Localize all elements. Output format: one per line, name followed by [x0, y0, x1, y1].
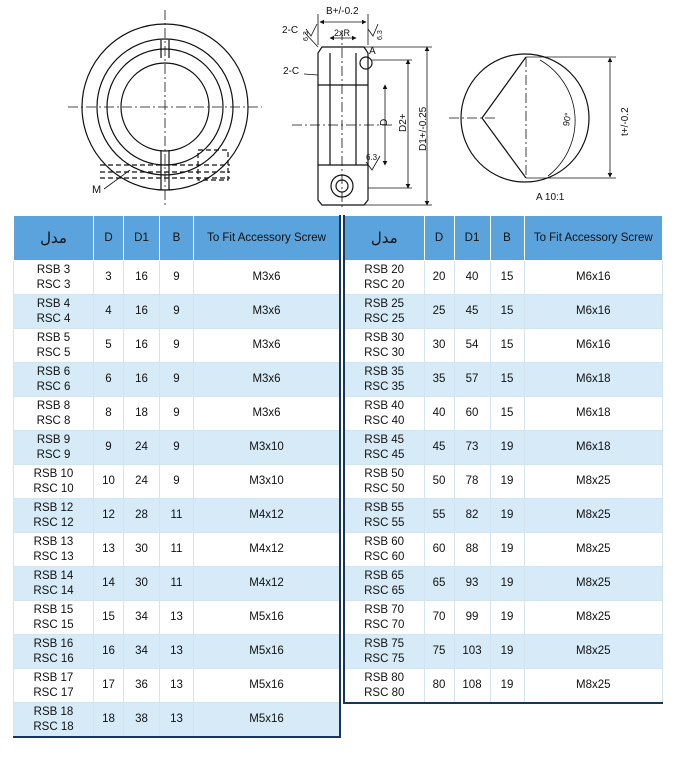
table-row	[344, 261, 663, 295]
model-rsc: RSC 25	[364, 312, 405, 325]
b-cell: 13	[160, 635, 194, 669]
model-rsb: RSB 3	[36, 263, 71, 276]
model-rsb: RSB 35	[364, 365, 405, 378]
d-cell: 3	[94, 261, 124, 295]
b-cell: 19	[490, 567, 524, 601]
model-rsb: RSB 4	[36, 297, 71, 310]
model-rsc: RSC 40	[364, 414, 405, 427]
table-row	[344, 669, 663, 704]
b-cell: 15	[490, 261, 524, 295]
model-cell	[344, 261, 424, 295]
model-rsc: RSC 16	[33, 652, 74, 665]
d-cell: 75	[424, 635, 454, 669]
model-rsb: RSB 14	[33, 569, 74, 582]
model-rsc: RSC 13	[33, 550, 74, 563]
header-screw: To Fit Accessory Screw	[194, 216, 341, 261]
d1-cell: 103	[454, 635, 490, 669]
d-cell: 40	[424, 397, 454, 431]
b-cell: 13	[160, 669, 194, 703]
model-cell	[344, 499, 424, 533]
d1-cell: 108	[454, 669, 490, 704]
t-label: t+/-0.2	[620, 107, 631, 136]
model-cell	[14, 261, 94, 295]
screw-cell: M5x16	[194, 635, 341, 669]
b-cell: 19	[490, 601, 524, 635]
model-cell	[344, 669, 424, 704]
model-cell	[14, 499, 94, 533]
b-cell: 15	[490, 397, 524, 431]
d-cell: 45	[424, 431, 454, 465]
angle-label: 90°	[561, 111, 574, 127]
m-label: M	[92, 184, 102, 196]
table-row	[14, 363, 341, 397]
slot-label: 2xR	[334, 28, 351, 38]
model-rsb: RSB 70	[364, 603, 405, 616]
screw-cell: M8x25	[524, 533, 663, 567]
screw-cell: M3x10	[194, 465, 341, 499]
d-cell: 18	[94, 703, 124, 738]
model-rsb: RSB 5	[36, 331, 71, 344]
b-cell: 19	[490, 431, 524, 465]
roughness-inner: 6.3	[366, 153, 378, 162]
b-cell: 13	[160, 703, 194, 738]
detail-label: A 10:1	[536, 192, 565, 203]
model-cell	[14, 703, 94, 738]
header-model: مدل	[344, 216, 424, 261]
model-rsc: RSC 35	[364, 380, 405, 393]
header-model: مدل	[14, 216, 94, 261]
b-cell: 19	[490, 533, 524, 567]
d-cell: 14	[94, 567, 124, 601]
d1-cell: 60	[454, 397, 490, 431]
table-row	[14, 567, 341, 601]
table-row	[344, 431, 663, 465]
table-row	[14, 499, 341, 533]
table-header-row	[344, 216, 663, 261]
model-rsb: RSB 75	[364, 637, 405, 650]
model-rsb: RSB 15	[33, 603, 74, 616]
model-rsc: RSC 9	[36, 448, 71, 461]
screw-cell: M3x6	[194, 397, 341, 431]
b-cell: 9	[160, 363, 194, 397]
model-rsb: RSB 10	[33, 467, 74, 480]
table-row	[344, 397, 663, 431]
d-cell: 80	[424, 669, 454, 704]
d1-cell: 30	[124, 533, 160, 567]
roughness-top-right: 6.3	[377, 30, 384, 40]
b-cell: 9	[160, 397, 194, 431]
d1-cell: 73	[454, 431, 490, 465]
d-cell: 12	[94, 499, 124, 533]
screw-cell: M4x12	[194, 499, 341, 533]
model-rsc: RSC 3	[36, 278, 71, 291]
table-row	[14, 465, 341, 499]
d1-cell: 45	[454, 295, 490, 329]
d1-cell: 54	[454, 329, 490, 363]
model-rsb: RSB 40	[364, 399, 405, 412]
model-cell	[344, 533, 424, 567]
model-rsb: RSB 80	[364, 671, 405, 684]
model-cell	[14, 567, 94, 601]
d1-cell: 38	[124, 703, 160, 738]
model-rsb: RSB 12	[33, 501, 74, 514]
screw-cell: M8x25	[524, 567, 663, 601]
model-rsb: RSB 13	[33, 535, 74, 548]
screw-cell: M8x25	[524, 601, 663, 635]
d-cell: 4	[94, 295, 124, 329]
model-rsc: RSC 6	[36, 380, 71, 393]
d-cell: 60	[424, 533, 454, 567]
bore-label: D	[379, 118, 390, 126]
b-cell: 15	[490, 295, 524, 329]
screw-cell: M6x18	[524, 363, 663, 397]
table-row	[14, 261, 341, 295]
screw-cell: M5x16	[194, 703, 341, 738]
model-rsb: RSB 45	[364, 433, 405, 446]
b-cell: 11	[160, 533, 194, 567]
b-cell: 11	[160, 567, 194, 601]
screw-cell: M4x12	[194, 533, 341, 567]
model-rsb: RSB 65	[364, 569, 405, 582]
table-row	[14, 533, 341, 567]
detail-view	[449, 54, 616, 182]
model-rsc: RSC 10	[33, 482, 74, 495]
d-cell: 6	[94, 363, 124, 397]
table-row	[344, 295, 663, 329]
screw-cell: M8x25	[524, 499, 663, 533]
model-cell	[344, 465, 424, 499]
model-rsc: RSC 80	[364, 686, 405, 699]
model-rsb: RSB 16	[33, 637, 74, 650]
model-cell	[14, 669, 94, 703]
table-row	[14, 329, 341, 363]
model-cell	[14, 329, 94, 363]
model-rsc: RSC 20	[364, 278, 405, 291]
screw-cell: M8x25	[524, 669, 663, 704]
model-cell	[344, 601, 424, 635]
model-rsc: RSC 8	[36, 414, 71, 427]
d-cell: 25	[424, 295, 454, 329]
b-cell: 13	[160, 601, 194, 635]
model-cell	[344, 363, 424, 397]
table-row	[344, 533, 663, 567]
d1-cell: 93	[454, 567, 490, 601]
b-cell: 19	[490, 465, 524, 499]
table-row	[344, 329, 663, 363]
b-cell: 19	[490, 635, 524, 669]
screw-cell: M6x18	[524, 397, 663, 431]
table-row	[14, 635, 341, 669]
model-cell	[344, 567, 424, 601]
table-row	[14, 295, 341, 329]
model-rsc: RSC 18	[33, 720, 74, 733]
roughness-top-left: 6.3	[303, 31, 310, 41]
d1-cell: 36	[124, 669, 160, 703]
model-rsb: RSB 60	[364, 535, 405, 548]
d1-cell: 28	[124, 499, 160, 533]
table-row	[14, 669, 341, 703]
d1-cell: 16	[124, 261, 160, 295]
screw-cell: M3x6	[194, 363, 341, 397]
d1-cell: 18	[124, 397, 160, 431]
screw-cell: M6x16	[524, 261, 663, 295]
table-row	[14, 703, 341, 738]
d1-cell: 24	[124, 431, 160, 465]
d1-cell: 30	[124, 567, 160, 601]
screw-cell: M8x25	[524, 465, 663, 499]
header-screw: To Fit Accessory Screw	[524, 216, 663, 261]
model-cell	[14, 601, 94, 635]
model-rsc: RSC 12	[33, 516, 74, 529]
model-cell	[14, 363, 94, 397]
table-row	[344, 567, 663, 601]
model-cell	[344, 397, 424, 431]
d1-cell: 34	[124, 635, 160, 669]
d1-cell: 99	[454, 601, 490, 635]
model-rsc: RSC 4	[36, 312, 71, 325]
dimensions-table-right	[343, 215, 663, 704]
model-rsc: RSC 17	[33, 686, 74, 699]
model-cell	[14, 533, 94, 567]
header-d1: D1	[124, 216, 160, 261]
d-cell: 17	[94, 669, 124, 703]
b-cell: 9	[160, 431, 194, 465]
d-cell: 70	[424, 601, 454, 635]
screw-cell: M3x10	[194, 431, 341, 465]
model-rsc: RSC 75	[364, 652, 405, 665]
screw-cell: M6x16	[524, 329, 663, 363]
d-cell: 30	[424, 329, 454, 363]
screw-cell: M5x16	[194, 601, 341, 635]
model-rsb: RSB 18	[33, 705, 74, 718]
model-cell	[14, 635, 94, 669]
screw-cell: M3x6	[194, 329, 341, 363]
model-cell	[14, 431, 94, 465]
table-row	[14, 431, 341, 465]
model-rsc: RSC 30	[364, 346, 405, 359]
table-header-row	[14, 216, 341, 261]
d1-cell: 16	[124, 295, 160, 329]
b-cell: 9	[160, 295, 194, 329]
dimensions-table-left	[13, 215, 341, 738]
model-rsc: RSC 70	[364, 618, 405, 631]
screw-cell: M4x12	[194, 567, 341, 601]
d1-cell: 34	[124, 601, 160, 635]
d1-cell: 57	[454, 363, 490, 397]
model-rsb: RSB 20	[364, 263, 405, 276]
screw-cell: M5x16	[194, 669, 341, 703]
d1-cell: 24	[124, 465, 160, 499]
model-rsc: RSC 14	[33, 584, 74, 597]
d1-cell: 16	[124, 329, 160, 363]
chamfer-label-side: 2-C	[283, 66, 300, 77]
b-cell: 11	[160, 499, 194, 533]
model-rsc: RSC 55	[364, 516, 405, 529]
d2-label: D2+	[398, 113, 409, 132]
model-cell	[14, 465, 94, 499]
d-cell: 35	[424, 363, 454, 397]
d-cell: 5	[94, 329, 124, 363]
d-cell: 10	[94, 465, 124, 499]
d-cell: 55	[424, 499, 454, 533]
table-row	[344, 499, 663, 533]
model-cell	[344, 329, 424, 363]
technical-drawing	[0, 0, 680, 215]
model-rsc: RSC 65	[364, 584, 405, 597]
d-cell: 9	[94, 431, 124, 465]
model-rsc: RSC 50	[364, 482, 405, 495]
screw-cell: M8x25	[524, 635, 663, 669]
header-d: D	[424, 216, 454, 261]
screw-cell: M6x16	[524, 295, 663, 329]
table-row	[344, 465, 663, 499]
model-rsb: RSB 8	[36, 399, 71, 412]
header-d1: D1	[454, 216, 490, 261]
header-b: B	[160, 216, 194, 261]
model-rsb: RSB 25	[364, 297, 405, 310]
model-cell	[14, 295, 94, 329]
b-cell: 15	[490, 329, 524, 363]
table-row	[344, 363, 663, 397]
model-rsb: RSB 6	[36, 365, 71, 378]
d1-cell: 40	[454, 261, 490, 295]
model-rsc: RSC 60	[364, 550, 405, 563]
datum-label: A	[369, 46, 376, 57]
d-cell: 8	[94, 397, 124, 431]
model-rsb: RSB 30	[364, 331, 405, 344]
b-cell: 15	[490, 363, 524, 397]
d-cell: 50	[424, 465, 454, 499]
d-cell: 20	[424, 261, 454, 295]
b-cell: 9	[160, 261, 194, 295]
b-cell: 9	[160, 465, 194, 499]
model-rsc: RSC 15	[33, 618, 74, 631]
model-cell	[344, 431, 424, 465]
b-cell: 19	[490, 669, 524, 704]
width-label: B+/-0.2	[326, 6, 359, 17]
table-row	[14, 397, 341, 431]
d1-cell: 16	[124, 363, 160, 397]
screw-cell: M3x6	[194, 261, 341, 295]
d-cell: 16	[94, 635, 124, 669]
d-cell: 65	[424, 567, 454, 601]
d1-cell: 82	[454, 499, 490, 533]
model-rsb: RSB 55	[364, 501, 405, 514]
model-cell	[14, 397, 94, 431]
table-body-right	[344, 261, 663, 704]
table-row	[344, 601, 663, 635]
b-cell: 9	[160, 329, 194, 363]
model-rsb: RSB 9	[36, 433, 71, 446]
header-d: D	[94, 216, 124, 261]
d-cell: 15	[94, 601, 124, 635]
front-view	[68, 10, 262, 205]
model-rsc: RSC 45	[364, 448, 405, 461]
d1-cell: 78	[454, 465, 490, 499]
d1-cell: 88	[454, 533, 490, 567]
table-body-left	[14, 261, 341, 738]
table-row	[14, 601, 341, 635]
model-rsb: RSB 17	[33, 671, 74, 684]
b-cell: 19	[490, 499, 524, 533]
screw-cell: M3x6	[194, 295, 341, 329]
table-row	[344, 635, 663, 669]
model-rsc: RSC 5	[36, 346, 71, 359]
model-rsb: RSB 50	[364, 467, 405, 480]
model-cell	[344, 635, 424, 669]
model-cell	[344, 295, 424, 329]
d-cell: 13	[94, 533, 124, 567]
screw-cell: M6x18	[524, 431, 663, 465]
chamfer-label-top: 2-C	[282, 25, 299, 36]
d1-label: D1+/-0.25	[418, 106, 429, 151]
header-b: B	[490, 216, 524, 261]
